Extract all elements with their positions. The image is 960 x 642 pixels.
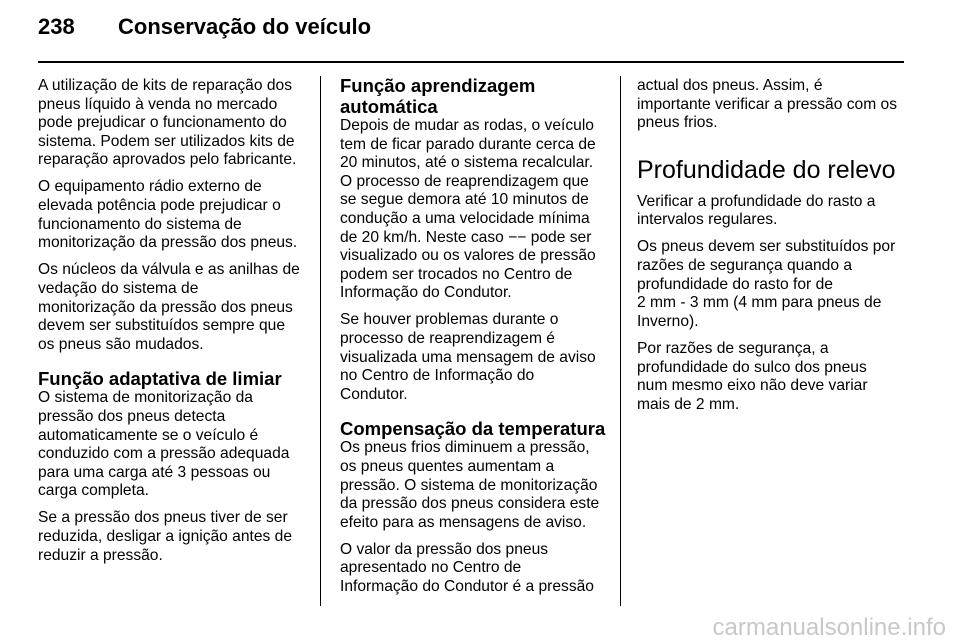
text-line: devem ser substituídos sempre que [38,317,286,335]
section-heading [38,368,310,389]
text-line: O processo de reaprendizagem que [340,172,589,190]
text-line: Depois de mudar as rodas, o veículo [340,117,594,134]
text-line: profundidade do rasto for de [637,275,833,293]
text-line: carga completa. [38,482,149,500]
column-1 [38,77,310,574]
paragraph [637,77,912,133]
column-3 [637,77,912,423]
section-heading [340,75,612,117]
text-line: Função aprendizagem [340,75,536,96]
text-line: razões de segurança quando a [637,257,853,275]
text-line: mais de 2 mm. [637,395,740,413]
text-line: Compensação da temperatura [340,418,606,440]
paragraph [637,340,912,414]
text-line: O equipamento rádio externo de [38,178,262,196]
text-line: profundidade do sulco dos pneus [637,358,867,376]
text-line: reparação aprovados pelo fabricante. [38,151,297,169]
text-line: Se houver problemas durante o [340,311,559,329]
text-line: Informação do Condutor é a pressão [340,578,594,596]
text-line: reduzida, desligar a ignição antes de [38,527,292,545]
text-line: pneus frios. [637,114,718,132]
paragraph [38,261,310,354]
column-2 [340,77,612,605]
text-line: O valor da pressão dos pneus [340,540,549,558]
text-line: visualizado ou os valores de pressão [340,247,596,265]
text-line: automaticamente se o veículo é [38,426,259,444]
text-line: sistema. Podem ser utilizados kits de [38,132,295,150]
text-line: pressão. O sistema de monitorização [340,476,598,494]
text-line: vedação do sistema de [38,279,199,297]
text-line: os pneus quentes aumentam a [340,458,555,475]
section-title: Profundidade do relevo [637,155,896,184]
text-line: automática [340,96,438,117]
text-line: Os pneus devem ser substituídos por [637,238,896,256]
text-line: pneus líquido à venda no mercado [38,95,278,113]
text-line: Por razões de segurança, a [637,339,829,357]
text-line: actual dos pneus. Assim, é [637,77,823,94]
text-line: podem ser trocados no Centro de [340,265,573,283]
paragraph [340,117,612,303]
paragraph [38,509,310,565]
text-line: efeito para as mensagens de aviso. [340,513,587,531]
text-line: num mesmo eixo não deve variar [637,377,868,395]
chapter-title: Conservação do veículo [118,14,372,39]
watermark: carmanualsonline.info [712,614,946,641]
paragraph [38,178,310,252]
text-line: no Centro de Informação do [340,367,535,385]
text-line: da pressão dos pneus considera este [340,495,600,513]
paragraph [38,77,310,170]
paragraph [38,389,310,501]
section-heading [340,418,612,439]
text-line: 2 mm - 3 mm (4 mm para pneus de [637,294,882,312]
text-line: monitorização da pressão dos pneus. [38,234,298,252]
text-line: elevada potência pode prejudicar o [38,197,281,215]
column-divider-1 [320,76,321,606]
paragraph [340,311,612,404]
text-line: Os pneus frios diminuem a pressão, [340,439,590,457]
text-line: Verificar a profundidade do rasto a [637,192,876,210]
text-line: importante verificar a pressão com os [637,95,897,113]
text-line: pressão dos pneus detecta [38,407,226,425]
text-line: Informação do Condutor. [340,284,512,302]
text-line: Os núcleos da válvula e as anilhas de [38,261,300,279]
text-line: Condutor. [340,385,408,403]
text-line: para uma carga até 3 pessoas ou [38,463,271,481]
text-line: apresentado no Centro de [340,559,522,577]
page-number: 238 [38,14,75,39]
paragraph [340,541,612,597]
text-line: de 20 km/h. Neste caso −− pode ser [340,228,592,246]
column-divider-2 [620,76,621,606]
text-line: os pneus são mudados. [38,335,204,353]
header-rule [38,61,904,63]
text-line: Função adaptativa de limiar [38,368,282,390]
text-line: se segue demora até 10 minutos de [340,191,589,209]
text-line: pode prejudicar o funcionamento do [38,114,287,132]
text-line: reduzir a pressão. [38,546,163,564]
text-line: O sistema de monitorização da [38,389,253,407]
text-line: Inverno). [637,312,699,330]
text-line: visualizada uma mensagem de aviso [340,348,596,366]
text-line: conduzido com a pressão adequada [38,445,290,463]
text-line: Se a pressão dos pneus tiver de ser [38,509,288,527]
paragraph [340,439,612,532]
paragraph [637,193,912,230]
text-line: monitorização da pressão dos pneus [38,298,293,316]
text-line: intervalos regulares. [637,211,778,229]
paragraph [637,238,912,331]
text-line: tem de ficar parado durante cerca de [340,135,596,153]
text-line: funcionamento do sistema de [38,215,242,233]
text-line: processo de reaprendizagem é [340,330,555,348]
text-line: condução a uma velocidade mínima [340,209,590,227]
text-line: 20 minutos, até o sistema recalcular. [340,154,594,172]
text-line: A utilização de kits de reparação dos [38,77,292,94]
